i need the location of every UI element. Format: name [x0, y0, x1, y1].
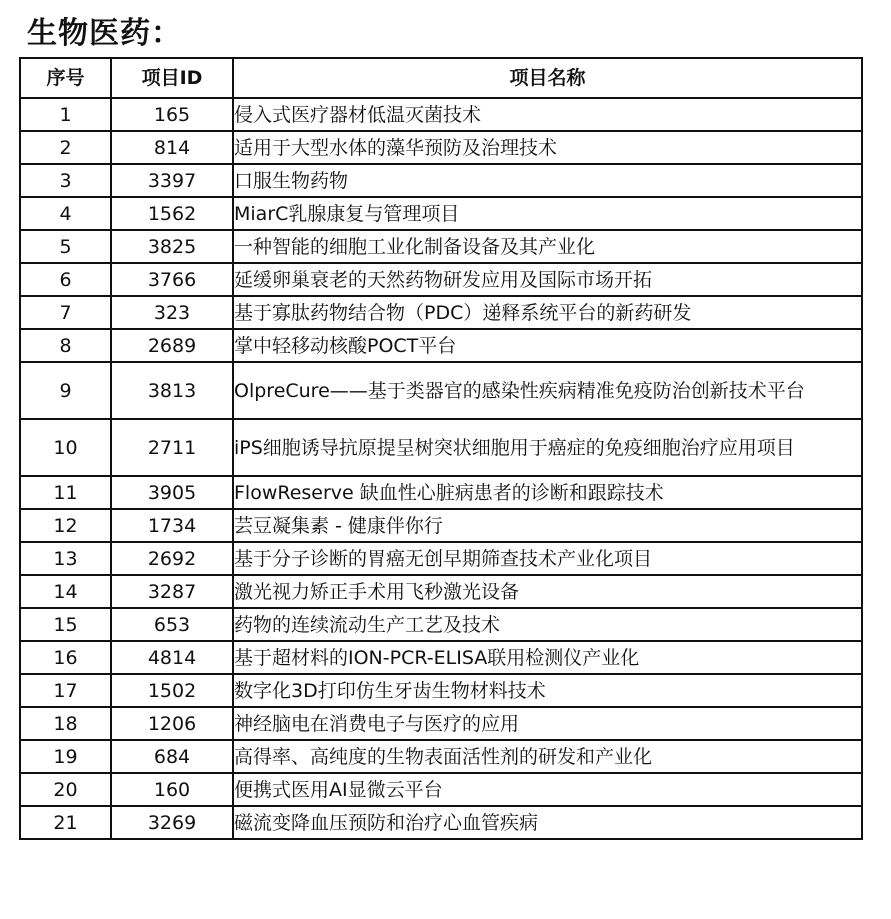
row-no: 5	[20, 230, 111, 263]
table-row	[20, 164, 862, 197]
row-id: 4814	[111, 641, 233, 674]
row-id: 2689	[111, 329, 233, 362]
table-row	[20, 296, 862, 329]
row-id: 2711	[111, 419, 233, 476]
header-id: 项目ID	[111, 58, 233, 98]
row-id: 1502	[111, 674, 233, 707]
row-name: MiarC乳腺康复与管理项目	[233, 197, 862, 230]
row-no: 12	[20, 509, 111, 542]
table-header-row	[20, 58, 862, 98]
row-no: 10	[20, 419, 111, 476]
table-row	[20, 641, 862, 674]
row-name: 高得率、高纯度的生物表面活性剂的研发和产业化	[233, 740, 862, 773]
project-table	[19, 57, 863, 840]
table-row	[20, 773, 862, 806]
header-name: 项目名称	[233, 58, 862, 98]
table-row	[20, 230, 862, 263]
row-no: 20	[20, 773, 111, 806]
row-no: 6	[20, 263, 111, 296]
table-body	[20, 98, 862, 839]
row-name: 基于超材料的ION-PCR-ELISA联用检测仪产业化	[233, 641, 862, 674]
row-id: 1734	[111, 509, 233, 542]
row-id: 814	[111, 131, 233, 164]
row-no: 4	[20, 197, 111, 230]
row-id: 1206	[111, 707, 233, 740]
row-name: iPS细胞诱导抗原提呈树突状细胞用于癌症的免疫细胞治疗应用项目	[233, 419, 862, 476]
row-no: 13	[20, 542, 111, 575]
table-row	[20, 131, 862, 164]
table-row	[20, 542, 862, 575]
row-name: 激光视力矫正手术用飞秒激光设备	[233, 575, 862, 608]
row-no: 17	[20, 674, 111, 707]
row-name: 适用于大型水体的藻华预防及治理技术	[233, 131, 862, 164]
table-row	[20, 419, 862, 476]
row-name: 掌中轻移动核酸POCT平台	[233, 329, 862, 362]
row-name: 基于分子诊断的胃癌无创早期筛查技术产业化项目	[233, 542, 862, 575]
row-id: 160	[111, 773, 233, 806]
row-name: 一种智能的细胞工业化制备设备及其产业化	[233, 230, 862, 263]
row-no: 9	[20, 362, 111, 419]
header-no: 序号	[20, 58, 111, 98]
row-id: 3813	[111, 362, 233, 419]
row-no: 21	[20, 806, 111, 839]
row-no: 16	[20, 641, 111, 674]
table-row	[20, 509, 862, 542]
row-id: 3905	[111, 476, 233, 509]
row-name: 磁流变降血压预防和治疗心血管疾病	[233, 806, 862, 839]
table-row	[20, 263, 862, 296]
table-row	[20, 740, 862, 773]
row-name: 口服生物药物	[233, 164, 862, 197]
table-row	[20, 674, 862, 707]
table-row	[20, 329, 862, 362]
row-id: 3269	[111, 806, 233, 839]
table-row	[20, 98, 862, 131]
row-id: 653	[111, 608, 233, 641]
section-title: 生物医药：	[27, 16, 182, 51]
table-row	[20, 575, 862, 608]
row-id: 684	[111, 740, 233, 773]
table-row	[20, 362, 862, 419]
row-id: 165	[111, 98, 233, 131]
row-no: 3	[20, 164, 111, 197]
row-name: 便携式医用AI显微云平台	[233, 773, 862, 806]
row-id: 3825	[111, 230, 233, 263]
row-no: 11	[20, 476, 111, 509]
row-no: 8	[20, 329, 111, 362]
row-id: 1562	[111, 197, 233, 230]
row-name: 药物的连续流动生产工艺及技术	[233, 608, 862, 641]
row-name: 数字化3D打印仿生牙齿生物材料技术	[233, 674, 862, 707]
row-id: 3766	[111, 263, 233, 296]
row-id: 3287	[111, 575, 233, 608]
row-name: FlowReserve 缺血性心脏病患者的诊断和跟踪技术	[233, 476, 862, 509]
row-name: 侵入式医疗器材低温灭菌技术	[233, 98, 862, 131]
row-no: 7	[20, 296, 111, 329]
row-no: 15	[20, 608, 111, 641]
table-row	[20, 806, 862, 839]
row-no: 2	[20, 131, 111, 164]
row-id: 3397	[111, 164, 233, 197]
table-row	[20, 476, 862, 509]
row-no: 18	[20, 707, 111, 740]
row-id: 2692	[111, 542, 233, 575]
row-no: 19	[20, 740, 111, 773]
row-name: 延缓卵巢衰老的天然药物研发应用及国际市场开拓	[233, 263, 862, 296]
table-row	[20, 608, 862, 641]
table-row	[20, 197, 862, 230]
row-no: 1	[20, 98, 111, 131]
table-row	[20, 707, 862, 740]
row-id: 323	[111, 296, 233, 329]
row-no: 14	[20, 575, 111, 608]
row-name: 基于寡肽药物结合物（PDC）递释系统平台的新药研发	[233, 296, 862, 329]
row-name: OlpreCure——基于类器官的感染性疾病精准免疫防治创新技术平台	[233, 362, 862, 419]
row-name: 神经脑电在消费电子与医疗的应用	[233, 707, 862, 740]
row-name: 芸豆凝集素 - 健康伴你行	[233, 509, 862, 542]
